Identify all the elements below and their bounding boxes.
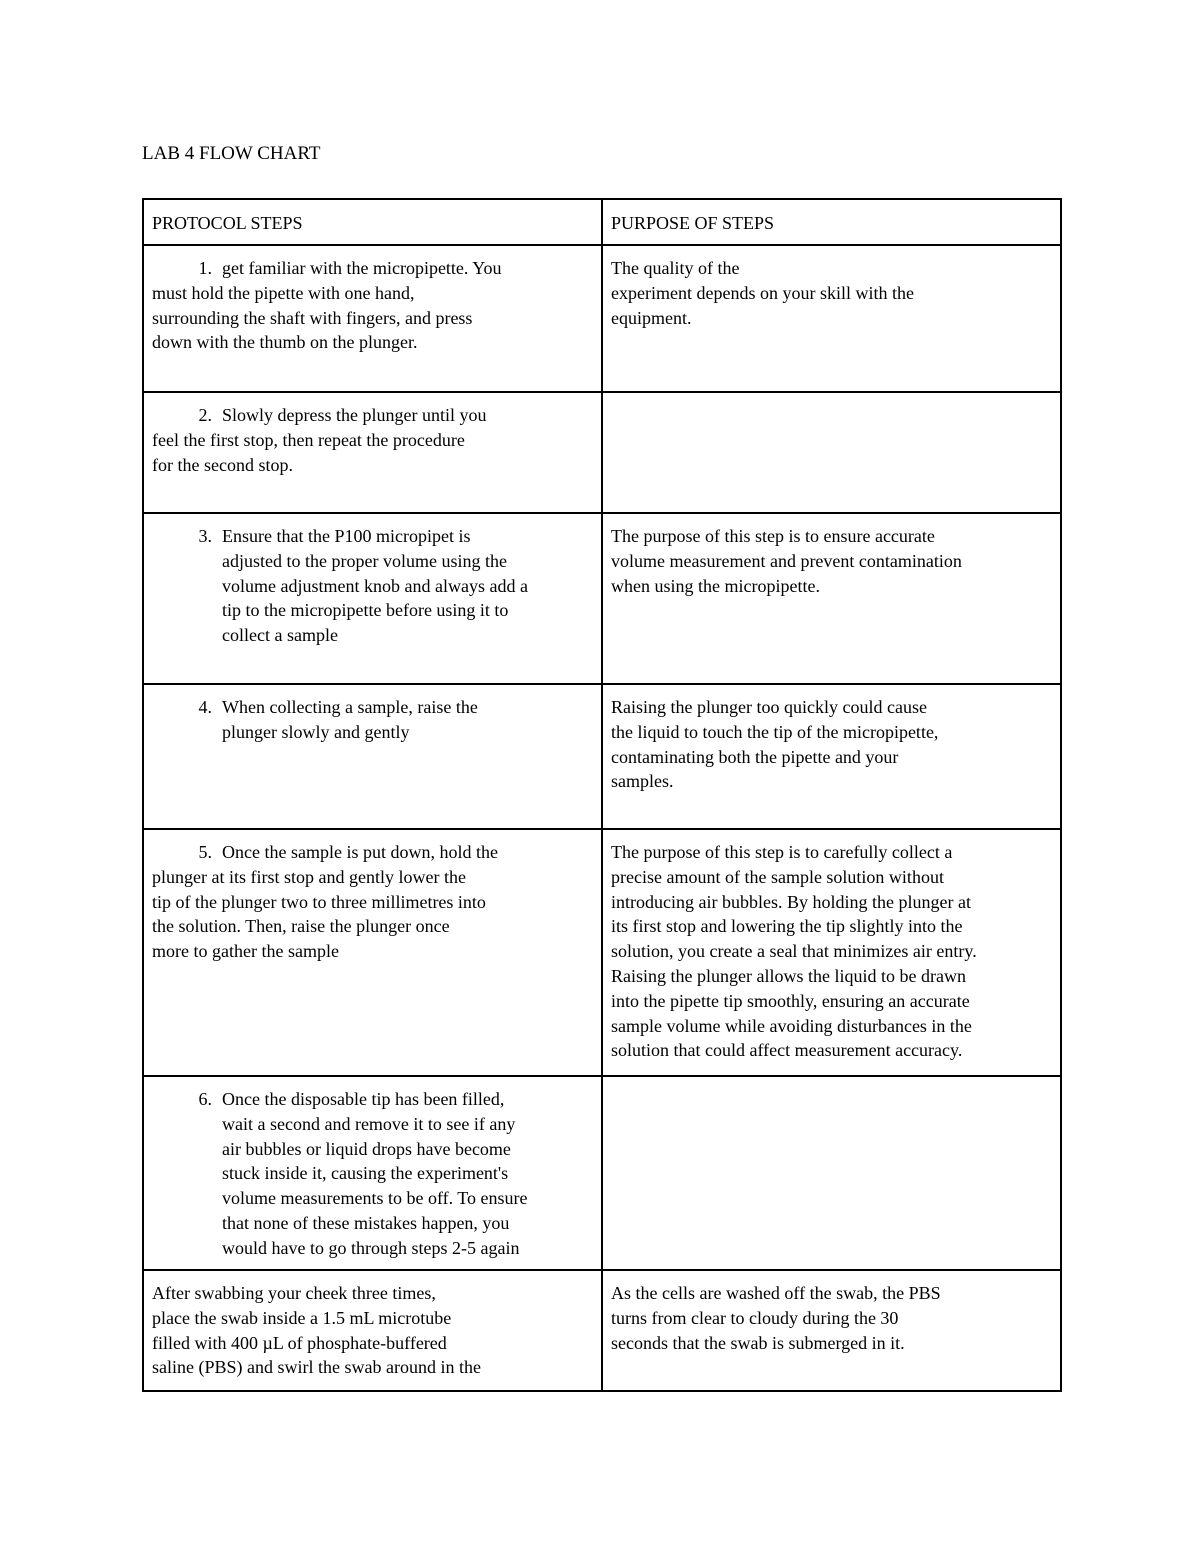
step-first-line	[152, 840, 593, 865]
table-row	[143, 684, 1061, 829]
purpose-text: As the cells are washed off the swab, the PBS turns from clear to cloudy during the 30 seconds that the swab is submerged in it.	[611, 1283, 941, 1353]
purpose-cell	[602, 1076, 1061, 1270]
protocol-step-cell	[143, 513, 602, 684]
step-item	[152, 695, 593, 745]
purpose-text: The purpose of this step is to carefully collect a precise amount of the sample solution without introducing air bubbles. By holding the plunger at its first stop and lowering the tip slightly into the solution, you create a seal that minimizes air entry. Raising the plunger allows the liquid to be drawn into the pipette tip smoothly, ensuring an accurate sample volume while avoiding disturbances in the solution that could affect measurement accuracy.	[611, 842, 977, 1061]
table-row	[143, 392, 1061, 513]
purpose-cell	[602, 392, 1061, 513]
step-first-text: get familiar with the micropipette. You	[222, 258, 502, 278]
table-row	[143, 1270, 1061, 1391]
step-rest-text: must hold the pipette with one hand, surrounding the shaft with fingers, and press down with the thumb on the plunger.	[152, 282, 473, 353]
step-text: Once the disposable tip has been filled, wait a second and remove it to see if any air bubbles or liquid drops have become stuck inside it, causing the experiment's volume measurements to be off. To ensure that none of these mistakes happen, you would have to go through steps 2-5 again	[222, 1089, 528, 1258]
table-row	[143, 245, 1061, 392]
table-row	[143, 1076, 1061, 1270]
purpose-cell	[602, 829, 1061, 1076]
page-title: LAB 4 FLOW CHART	[142, 143, 321, 164]
purpose-text: The quality of the experiment depends on your skill with the equipment.	[611, 258, 914, 328]
step-item	[152, 1087, 593, 1261]
step-item	[152, 524, 593, 648]
purpose-text: The purpose of this step is to ensure accurate volume measurement and prevent contamination when using the micropipette.	[611, 526, 962, 596]
table-row	[143, 829, 1061, 1076]
step-number: 6.	[198, 1089, 212, 1109]
step-number: 2.	[198, 405, 212, 425]
step-first-text: Once the sample is put down, hold the	[222, 842, 498, 862]
protocol-step-cell	[143, 392, 602, 513]
step-number: 5.	[198, 842, 212, 862]
step-first-text: Slowly depress the plunger until you	[222, 405, 487, 425]
table-row	[143, 513, 1061, 684]
protocol-step-cell	[143, 684, 602, 829]
step-text: After swabbing your cheek three times, place the swab inside a 1.5 mL microtube filled with 400 µL of phosphate-buffered saline (PBS) and swirl the swab around in the	[152, 1283, 481, 1378]
step-number: 1.	[198, 258, 212, 278]
header-purpose-of-steps: PURPOSE OF STEPS	[602, 199, 1061, 245]
step-first-line	[152, 403, 593, 428]
table-header-row	[143, 199, 1061, 245]
header-protocol-steps: PROTOCOL STEPS	[143, 199, 602, 245]
purpose-cell	[602, 245, 1061, 392]
step-number: 4.	[198, 697, 212, 717]
purpose-cell	[602, 1270, 1061, 1391]
protocol-step-cell	[143, 829, 602, 1076]
step-first-line	[152, 256, 593, 281]
protocol-step-cell	[143, 1270, 602, 1391]
step-rest-text: feel the first stop, then repeat the procedure for the second stop.	[152, 429, 465, 475]
purpose-cell	[602, 513, 1061, 684]
purpose-cell	[602, 684, 1061, 829]
flow-chart-table	[142, 198, 1062, 1392]
protocol-step-cell	[143, 245, 602, 392]
step-number: 3.	[198, 526, 212, 546]
purpose-text: Raising the plunger too quickly could cause the liquid to touch the tip of the micropipette, contaminating both the pipette and your samples.	[611, 697, 939, 792]
step-rest-text: plunger at its first stop and gently lower the tip of the plunger two to three millimetres into the solution. Then, raise the plunger once more to gather the sample	[152, 866, 486, 962]
step-text: When collecting a sample, raise the plunger slowly and gently	[222, 697, 478, 742]
step-text: Ensure that the P100 micropipet is adjusted to the proper volume using the volume adjustment knob and always add a tip to the micropipette before using it to collect a sample	[222, 526, 528, 646]
protocol-step-cell	[143, 1076, 602, 1270]
